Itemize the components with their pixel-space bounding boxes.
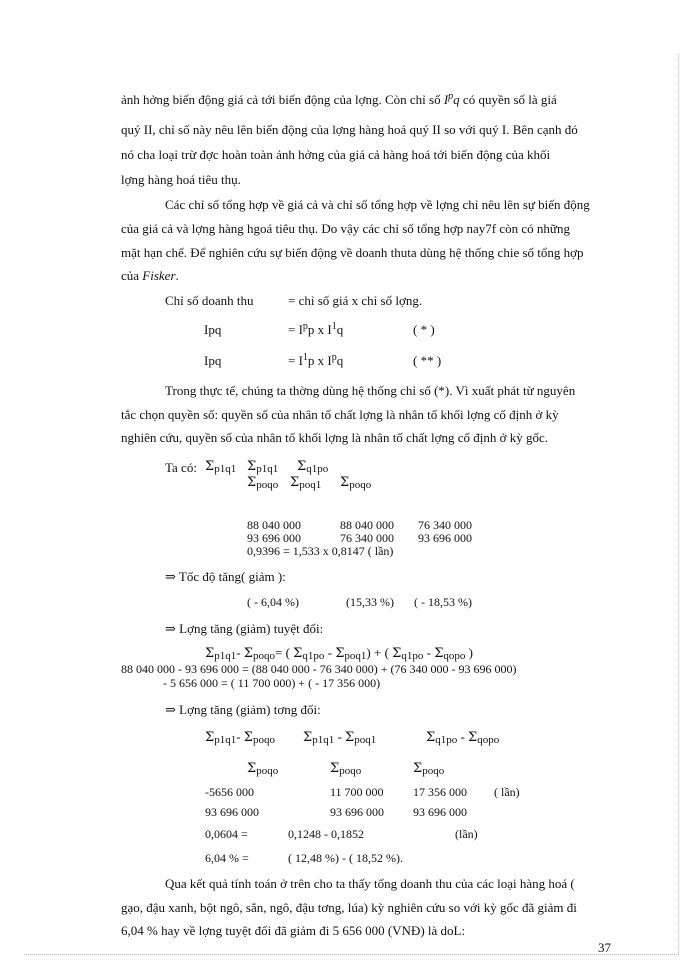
num-value-1: 88 040 000 [247,518,301,532]
para-4-line-2: gạo, đậu xanh, bột ngô, sắn, ngô, đậu tơng, lúa) kỳ nghiên cứu so với kỳ gốc đã giảm đi [121,900,577,915]
para-1-line-2: quý II, chỉ số này nêu lên biến động của lợng hàng hoá quý II so với quý I. Bên cạnh đó [121,122,578,137]
formula-2-rhs: = $I^1p$ x $I^pq$ [288,352,344,368]
para-2-line-2: của giá cả và lợng hàng hgoá tiêu thụ. Do vậy các chỉ số tổng hợp nay7f còn có những [121,221,570,236]
para-4-line-1: Qua kết quả tính toán ở trên cho ta thấy tổng doanh thu của các loại hàng hoá ( [165,876,575,891]
numerator-2: Σp1q1 [247,459,279,475]
para-3-line-2: tắc chọn quyền số: quyền số của nhân tố chất lợng là nhân tố khối lợng cố định ở kỳ [121,407,559,422]
formula-2-tag: ( ** ) [413,353,442,368]
formula-label: Chỉ số doanh thu [165,293,254,308]
relative-change-heading: ⇒ Lợng tăng (giảm) tơng đối: [165,702,321,717]
para-1-line-4: lợng hàng hoá tiêu thụ. [121,172,241,187]
growth-rate-heading: ⇒ Tốc độ tăng( giảm ): [165,569,286,584]
num-value-3: 76 340 000 [418,518,472,532]
pct-value-1: ( - 6,04 %) [247,595,299,609]
page-number: 37 [598,940,611,955]
para-4-line-3: 6,04 % hay về lợng tuyệt đối đã giảm đi 5 656 000 (VNĐ) là doL: [121,923,466,938]
para-2-line-1: Các chỉ số tổng hợp về giá cả và chỉ số tổng hợp về lợng chỉ nêu lên sự biến động [165,197,590,212]
para-1-line-1: ảnh hởng biến động giá cả tới biến động của lợng. Còn chỉ số $I^pq$ có quyền số là giá [121,91,557,107]
rel-value-num-2: 11 700 000 [330,785,384,799]
rel-value-den-1: 93 696 000 [205,805,259,819]
den-value-1: 93 696 000 [247,531,301,545]
denominator-2: Σpoq1 [290,475,322,491]
relative-num-2: Σp1q1 - Σpoq1 [303,729,377,746]
den-value-2: 76 340 000 [340,531,394,545]
formula-1-tag: ( * ) [413,322,435,337]
rel-value-num-1: -5656 000 [205,785,254,799]
formula-1-rhs: = $I^pp$ x $I^1q$ [288,321,344,337]
relative-num-3: Σq1po - Σqopo [426,729,500,746]
relative-den-3: Σpoqo [413,761,445,777]
absolute-change-values: 88 040 000 - 93 696 000 = (88 040 000 - 76 340 000) + (76 340 000 - 93 696 000) [121,662,517,676]
rel-decimal-rhs: 0,1248 - 0,1852 [288,827,364,841]
rel-unit-1: ( lần) [494,785,520,799]
relative-den-1: Σpoqo [247,761,279,777]
para-1-line-3: nó cha loại trừ đợc hoàn toàn ảnh hởng của giá cả hàng hoá tới biến động của khối [121,147,551,162]
rel-decimal-lhs: 0,0604 = [205,827,248,841]
rel-unit-2: (lần) [455,827,478,841]
pct-value-3: ( - 18,53 %) [414,595,472,609]
pct-value-2: (15,33 %) [346,595,394,609]
numerator-1: Σp1q1 [205,459,237,475]
arrow-icon: ⇒ [165,569,176,584]
para-2-line-4: của Fisker. [121,268,179,283]
formula-definition: = chỉ số giá x chỉ số lợng. [288,293,423,308]
absolute-change-formula: Σp1q1- Σpoqo= ( Σq1po - Σpoq1) + ( Σq1po - Σqopo ) [205,645,474,662]
relative-num-1: Σp1q1- Σpoqo [205,729,275,746]
para-2-line-3: mặt hạn chế. Để nghiên cứu sự biến động về doanh thuta dùng hệ thống chie số tổng hợp [121,245,584,260]
ratio-line: 0,9396 = 1,533 x 0,8147 ( lần) [247,544,394,558]
rel-value-den-3: 93 696 000 [413,805,467,819]
rel-value-den-2: 93 696 000 [330,805,384,819]
absolute-change-heading: ⇒ Lợng tăng (giảm) tuyệt đối: [165,621,324,636]
arrow-icon: ⇒ [165,621,176,636]
numerator-3: Σq1po [297,459,329,475]
denominator-1: Σpoqo [247,475,279,491]
formula-2-lhs: Ipq [204,353,222,368]
rel-pct-rhs: ( 12,48 %) - ( 18,52 %). [288,851,403,865]
rel-pct-lhs: 6,04 % = [205,851,249,865]
relative-den-2: Σpoqo [330,761,362,777]
para-3-line-1: Trong thực tế, chúng ta thờng dùng hệ thống chỉ số (*). Vì xuất phát từ nguyên [165,383,576,398]
arrow-icon: ⇒ [165,702,176,717]
ta-co-label: Ta có: [165,460,197,475]
rel-value-num-3: 17 356 000 [413,785,467,799]
absolute-change-result: - 5 656 000 = ( 11 700 000) + ( - 17 356 000) [163,676,381,690]
formula-1-lhs: Ipq [204,322,222,337]
den-value-3: 93 696 000 [418,531,472,545]
para-3-line-3: nghiên cứu, quyền số của nhân tố khối lợng là nhân tố chất lợng cố định ở kỳ gốc. [121,430,548,445]
num-value-2: 88 040 000 [340,518,394,532]
denominator-3: Σpoqo [340,475,372,491]
